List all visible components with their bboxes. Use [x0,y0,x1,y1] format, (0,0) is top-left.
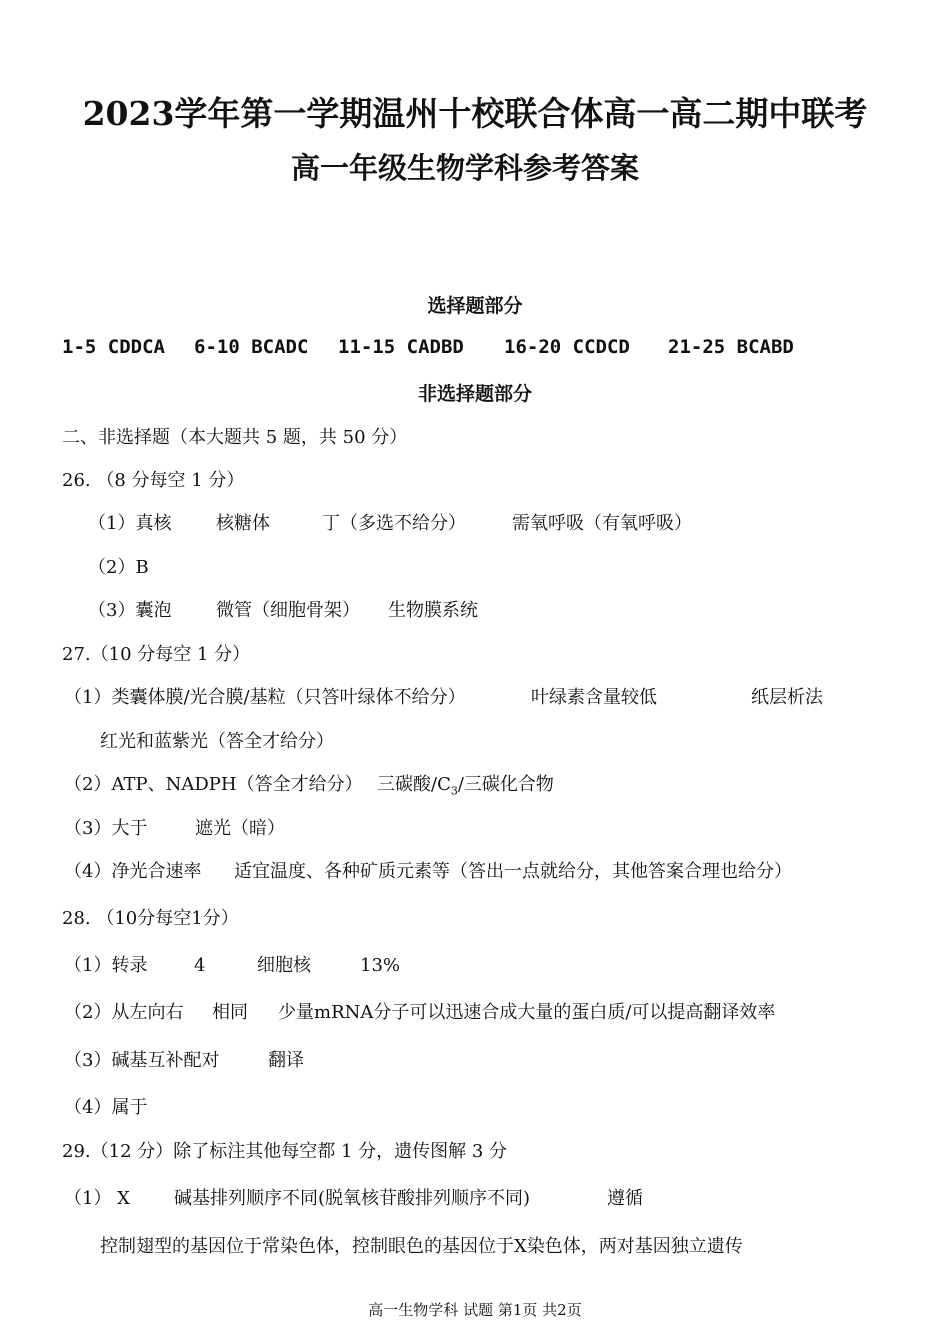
answer-text: （3）碱基互补配对 [64,1050,220,1071]
answer-text: 红光和蓝紫光（答全才给分） [100,731,334,752]
mc-answer-group: 16-20 CCDCD [504,336,630,358]
answer-text: 丁（多选不给分） [322,513,466,534]
document-title: 2023学年第一学期温州十校联合体高一高二期中联考 [82,94,868,133]
document-subtitle: 高一年级生物学科参考答案 [290,151,639,185]
answer-text: 微管（细胞骨架） [216,600,360,621]
q28-header: 28. （10分每空1分） [62,908,239,929]
nonmc-section-title: 非选择题部分 [417,383,532,405]
answer-text: 需氧呼吸（有氧呼吸） [512,513,692,534]
answer-text: 相同 [212,1002,248,1023]
answer-text: （1）类囊体膜/光合膜/基粒（只答叶绿体不给分） [64,687,466,708]
answer-text: /三碳化合物 [457,774,554,795]
answer-text: （2）ATP、NADPH（答全才给分） [64,774,363,795]
q26-line-3 [88,596,478,622]
q26-line-1 [88,509,692,535]
q27-line-3 [64,814,285,840]
answer-text: 核糖体 [216,513,270,534]
answer-text: （2）B [88,557,149,578]
answer-text: 13% [360,955,401,976]
answer-text: （2）从左向右 [64,1002,184,1023]
mc-answer-group: 6-10 BCADC [194,336,309,358]
answer-text: （1）真核 [88,513,172,534]
q28-line-3 [64,1046,304,1072]
mc-answer-group: 1-5 CDDCA [62,336,165,358]
q27-line-1b [100,727,334,753]
q27-line-4 [64,857,792,883]
mc-section-title: 选择题部分 [427,295,523,317]
answer-text: 叶绿素含量较低 [531,687,657,708]
mc-answer-group: 21-25 BCABD [668,336,794,358]
q29-header: 29.（12 分）除了标注其他每空都 1 分，遗传图解 3 分 [62,1141,508,1162]
q27-line-1 [64,683,823,709]
answer-text: （3）大于 [64,818,148,839]
answer-text: 三碳酸/C [377,774,451,795]
q29-line-1 [64,1184,643,1210]
answer-text: （1）转录 [64,955,148,976]
answer-text: （4）属于 [64,1097,148,1118]
answer-text: （1） X [64,1188,130,1209]
q28-line-4 [64,1093,147,1119]
q28-line-1 [64,951,400,977]
answer-text: 生物膜系统 [388,600,478,621]
answer-text: （3）囊泡 [88,600,172,621]
q28-line-2 [64,998,775,1024]
page-footer: 高一生物学科 试题 第1页 共2页 [368,1301,582,1319]
q26-line-2 [88,553,149,579]
answer-text: 纸层析法 [751,687,823,708]
part2-header: 二、非选择题（本大题共 5 题，共 50 分） [62,427,408,448]
answer-text: 4 [194,955,206,976]
answer-text: 碱基排列顺序不同(脱氧核苷酸排列顺序不同) [174,1188,531,1209]
q27-header: 27.（10 分每空 1 分） [62,644,251,665]
answer-text: 遵循 [607,1188,643,1209]
q26-header: 26. （8 分每空 1 分） [62,470,245,491]
answer-text: 适宜温度、各种矿质元素等（答出一点就给分，其他答案合理也给分） [234,861,792,882]
mc-answers [62,336,794,358]
q27-line-2 [64,770,554,798]
answer-text: （4）净光合速率 [64,861,202,882]
answer-text: 少量mRNA分子可以迅速合成大量的蛋白质/可以提高翻译效率 [278,1002,776,1023]
q29-line-2 [100,1232,743,1258]
answer-text: 细胞核 [257,955,311,976]
mc-answer-group: 11-15 CADBD [338,336,464,358]
subscript-text: 3 [450,784,458,798]
answer-text: 控制翅型的基因位于常染色体，控制眼色的基因位于X染色体，两对基因独立遗传 [100,1236,743,1257]
answer-text: 遮光（暗） [195,818,285,839]
answer-text: 翻译 [268,1050,304,1071]
